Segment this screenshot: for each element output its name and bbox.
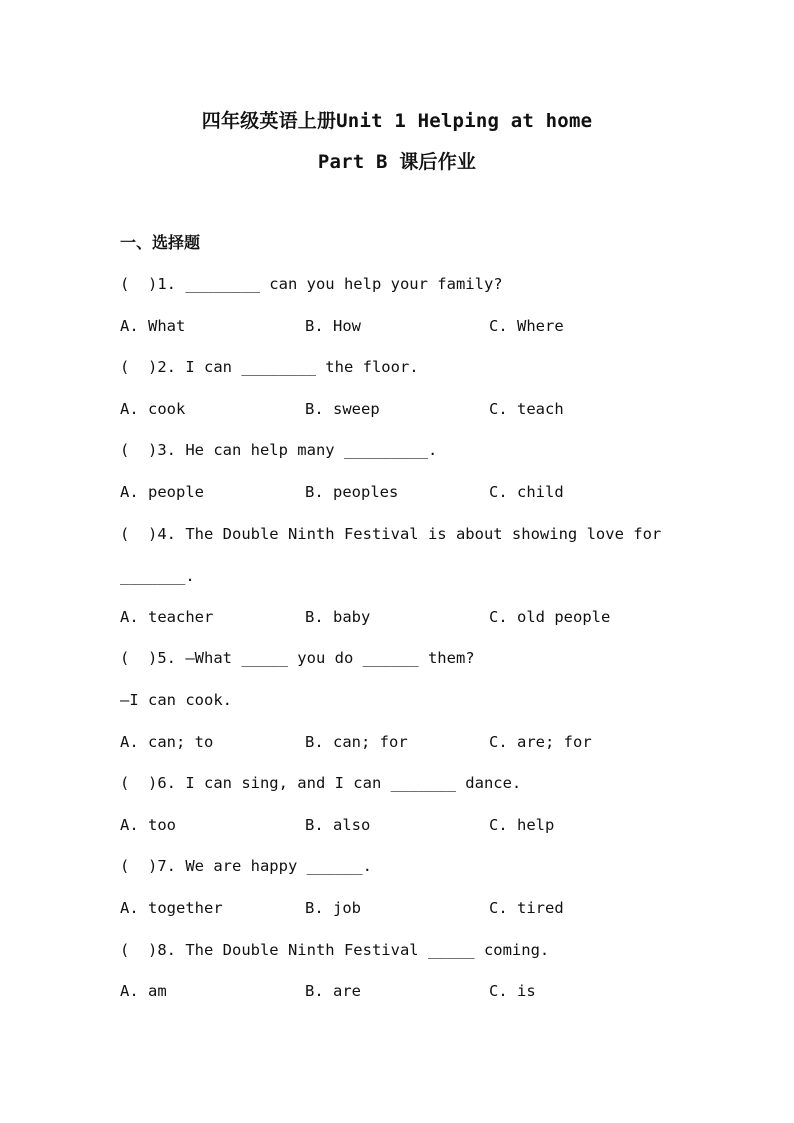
question-4-stem-continued: _______. xyxy=(120,567,195,585)
question-8-option-b[interactable]: B. are xyxy=(305,982,361,1000)
question-3-option-c[interactable]: C. child xyxy=(489,483,564,501)
question-6-option-a[interactable]: A. too xyxy=(120,816,176,834)
question-2-stem: ( )2. I can ________ the floor. xyxy=(120,358,419,376)
question-5-stem: ( )5. —What _____ you do ______ them? xyxy=(120,649,475,667)
question-8-option-c[interactable]: C. is xyxy=(489,982,536,1000)
question-6-options xyxy=(120,815,680,835)
question-5-option-c[interactable]: C. are; for xyxy=(489,733,592,751)
question-6-stem: ( )6. I can sing, and I can _______ dance. xyxy=(120,774,522,792)
question-8-option-a[interactable]: A. am xyxy=(120,982,167,1000)
question-4-option-c[interactable]: C. old people xyxy=(489,608,611,626)
question-8-options xyxy=(120,981,680,1001)
question-5-option-b[interactable]: B. can; for xyxy=(305,733,408,751)
question-7-option-b[interactable]: B. job xyxy=(305,899,361,917)
question-2-option-c[interactable]: C. teach xyxy=(489,400,564,418)
page-title: 四年级英语上册Unit 1 Helping at home xyxy=(201,110,593,132)
question-4-options xyxy=(120,607,680,627)
page-subtitle: Part B 课后作业 xyxy=(317,151,477,173)
question-6-option-c[interactable]: C. help xyxy=(489,816,555,834)
question-3-options xyxy=(120,482,680,502)
question-3-option-b[interactable]: B. peoples xyxy=(305,483,399,501)
question-4-option-a[interactable]: A. teacher xyxy=(120,608,214,626)
question-4-option-b[interactable]: B. baby xyxy=(305,608,371,626)
question-5-options xyxy=(120,732,680,752)
question-3-option-a[interactable]: A. people xyxy=(120,483,204,501)
question-3-stem: ( )3. He can help many _________. xyxy=(120,441,438,459)
question-1-options xyxy=(120,316,680,336)
question-4-stem: ( )4. The Double Ninth Festival is about showing love for xyxy=(120,525,662,543)
question-1-option-a[interactable]: A. What xyxy=(120,317,186,335)
question-7-options xyxy=(120,898,680,918)
question-2-option-a[interactable]: A. cook xyxy=(120,400,186,418)
question-2-option-b[interactable]: B. sweep xyxy=(305,400,380,418)
section-heading: 一、选择题 xyxy=(120,233,201,252)
question-2-options xyxy=(120,399,680,419)
question-1-stem: ( )1. ________ can you help your family? xyxy=(120,275,503,293)
question-6-option-b[interactable]: B. also xyxy=(305,816,371,834)
question-5-option-a[interactable]: A. can; to xyxy=(120,733,214,751)
question-8-stem: ( )8. The Double Ninth Festival _____ coming. xyxy=(120,941,550,959)
question-1-option-c[interactable]: C. Where xyxy=(489,317,564,335)
question-7-stem: ( )7. We are happy ______. xyxy=(120,857,372,875)
question-7-option-a[interactable]: A. together xyxy=(120,899,223,917)
question-7-option-c[interactable]: C. tired xyxy=(489,899,564,917)
question-5-answer-line: —I can cook. xyxy=(120,691,232,709)
question-1-option-b[interactable]: B. How xyxy=(305,317,361,335)
